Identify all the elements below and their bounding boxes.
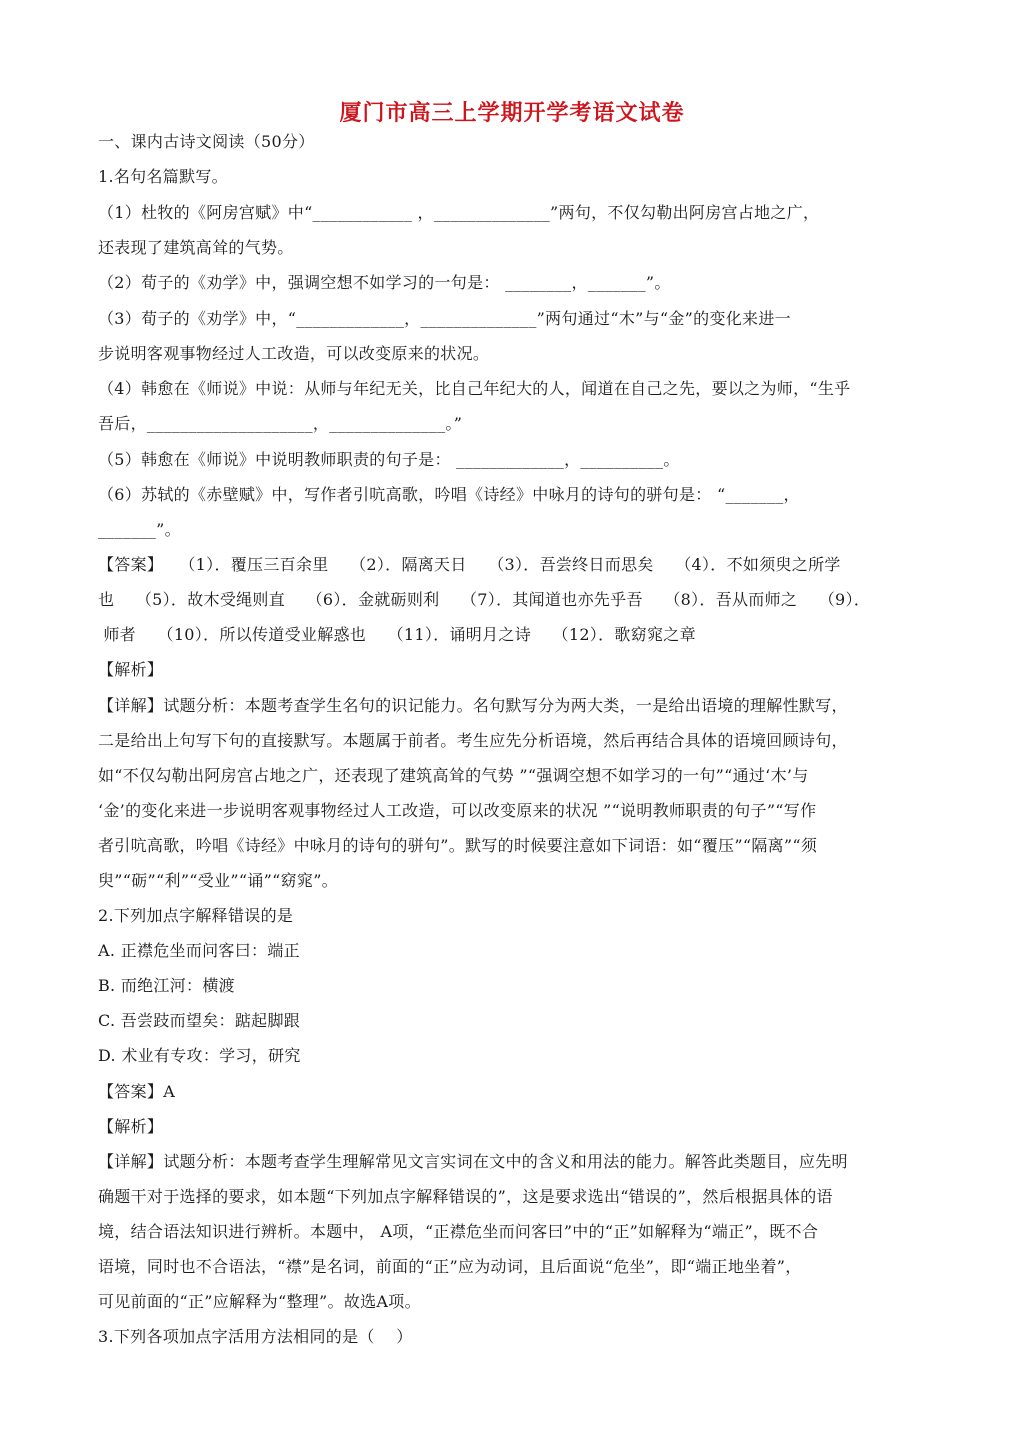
text-line: 臾”“砺”“利”“受业”“诵”“窈窕”。 [98,871,338,890]
text-line: 可见前面的“正”应解释为“整理”。故选A项。 [98,1292,421,1311]
text-line: 二是给出上句写下句的直接默写。本题属于前者。考生应先分析语境，然后再结合具体的语境回顾诗句， [98,731,848,750]
answer-line: 师者 （10）．所以传道受业解惑也 （11）．诵明月之诗 （12）．歌窈窕之章 [98,625,696,644]
text-line: 【详解】试题分析：本题考查学生理解常见文言实词在文中的含义和用法的能力。解答此类题目，应先明 [98,1152,848,1171]
text-line: 境，结合语法知识进行辨析。本题中， A项，“正襟危坐而问客曰”中的“正”如解释为“端正”，既不合 [98,1222,819,1241]
text-line: 者引吭高歌，吟唱《诗经》中咏月的诗句的骈句”。默写的时候要注意如下词语：如“覆压”“隔离”“须 [98,836,818,855]
text-line: 还表现了建筑高耸的气势。 [98,238,294,257]
answer-line: 【答案】A [98,1082,176,1101]
text-line: 【详解】试题分析：本题考查学生名句的识记能力。名句默写分为两大类，一是给出语境的理解性默写， [98,696,848,715]
option-d: D. 术业有专攻：学习，研究 [98,1046,301,1065]
text-line: （5）韩愈在《师说》中说明教师职责的句子是： _____________，__________。 [98,450,680,469]
text-line: 步说明客观事物经过人工改造，可以改变原来的状况。 [98,344,490,363]
question-heading: 2.下列加点字解释错误的是 [98,906,294,925]
option-c: C. 吾尝跂而望矣：踮起脚跟 [98,1011,301,1030]
text-line: （6）苏轼的《赤壁赋》中，写作者引吭高歌，吟唱《诗经》中咏月的诗句的骈句是： “_______， [98,485,800,504]
text-line: （4）韩愈在《师说》中说：从师与年纪无关，比自己年纪大的人，闻道在自己之先，要以之为师，“生乎 [98,379,851,398]
option-b: B. 而绝江河：横渡 [98,976,235,995]
answer-line: 也 （5）．故木受绳则直 （6）．金就砺则利 （7）．其闻道也亦先乎吾 （8）．吾从而师之 （9）． [98,590,871,609]
option-a: A. 正襟危坐而问客曰：端正 [98,941,300,960]
answer-line: 【答案】 （1）．覆压三百余里 （2）．隔离天日 （3）．吾尝终日而思矣 （4）．不如须臾之所学 [98,555,841,574]
text-line: （3）荀子的《劝学》中，“_____________，______________”两句通过“木”与“金”的变化来进一 [98,309,791,328]
text-line: 吾后，____________________，______________。” [98,414,463,433]
text-line: 如“不仅勾勒出阿房宫占地之广，还表现了建筑高耸的气势 ”“强调空想不如学习的一句”“通过‘木’与 [98,766,809,785]
text-line: ‘金’的变化来进一步说明客观事物经过人工改造，可以改变原来的状况 ”“说明教师职责的句子”“写作 [98,801,817,820]
question-heading: 1.名句名篇默写。 [98,167,228,186]
text-line: （1）杜牧的《阿房宫赋》中“____________ ，______________”两句，不仅勾勒出阿房宫占地之广， [98,203,820,222]
text-line: （2）荀子的《劝学》中，强调空想不如学习的一句是： ________，_______”。 [98,273,671,292]
analysis-label: 【解析】 [98,1117,164,1136]
text-line: 确题干对于选择的要求，如本题“下列加点字解释错误的”，这是要求选出“错误的”，然后根据具体的语 [98,1187,833,1206]
text-line: _______”。 [98,520,181,539]
analysis-label: 【解析】 [98,660,164,679]
section-heading: 一、课内古诗文阅读（50分） [98,132,315,151]
text-line: 语境，同时也不合语法，“襟”是名词，前面的“正”应为动词，且后面说“危坐”，即“端正地坐着”， [98,1257,802,1276]
page-title: 厦门市高三上学期开学考语文试卷 [339,100,685,126]
question-heading: 3.下列各项加点字活用方法相同的是（ ） [98,1327,413,1346]
